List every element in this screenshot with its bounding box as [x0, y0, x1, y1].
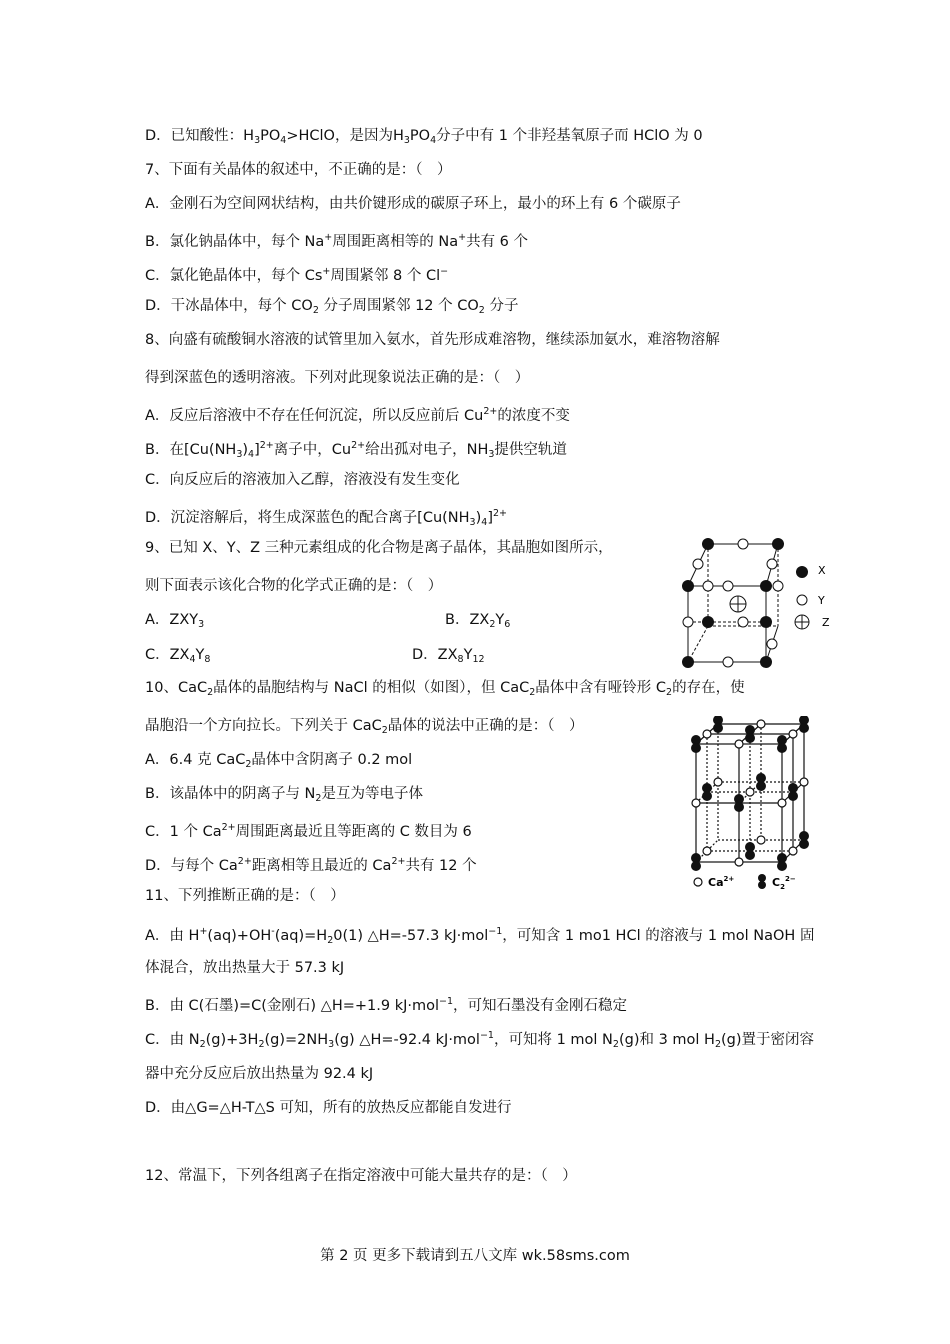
legend-y: Y [818, 594, 825, 607]
question-9: 9、已知 X、Y、Z 三种元素组成的化合物是离子晶体，其晶胞如图所示， [145, 540, 613, 556]
page-footer: 第 2 页 更多下载请到五八文库 wk.58sms.com [320, 1248, 630, 1264]
option-7d: D．干冰晶体中，每个 $CO_2$ 分子周围紧邻 12 个 $CO_2$ 分子 [145, 298, 519, 316]
option-11d: D．由△G=△H-T△S 可知，所有的放热反应都能自发进行 [145, 1100, 512, 1116]
legend-x: X [818, 564, 826, 577]
legend-c2: C [772, 876, 781, 889]
question-10-cont: 晶胞沿一个方向拉长。下列关于 CaC$_2$晶体的说法中正确的是：（ ） [145, 718, 584, 736]
option-7c: C．氯化铯晶体中，每个 Cs+周围紧邻 8 个 Cl− [145, 266, 449, 284]
option-8d: D．沉淀溶解后，将生成深蓝色的配合离子$[Cu(NH_3)_4]^{2+}$ [145, 508, 507, 528]
option-8c: C．向反应后的溶液加入乙醇，溶液没有发生变化 [145, 472, 460, 488]
crystal-cell-figure-9 [678, 534, 838, 670]
question-8-cont: 得到深蓝色的透明溶液。下列对此现象说法正确的是：（ ） [145, 370, 530, 386]
option-9b: B．$ZX_2Y_6$ [445, 612, 511, 630]
option-9a: A．$ZXY_3$ [145, 612, 205, 630]
option-10d: D．与每个 $Ca^{2+}$距离相等且最近的 $Ca^{2+}$共有 12 个 [145, 856, 477, 874]
option-9d: D．$ZX_8Y_{12}$ [412, 647, 485, 665]
option-11a: A．由 $H^+(aq)+OH^-(aq)=H_20(1)$ △H=-57.3 kJ·mol$^{-1}$，可知含 1 mo1 HCl 的溶液与 1 mol NaOH 固 [145, 926, 815, 946]
option-8b: B．在$[Cu(NH_3)_4]^{2+}$离子中，$Cu^{2+}$给出孤对电子，$NH_3$提供空轨道 [145, 440, 567, 460]
option-11b: B．由 C(石墨)=C(金刚石) △H=+1.9 kJ·mol$^{-1}$，可知石墨没有金刚石稳定 [145, 996, 628, 1014]
question-7: 7、下面有关晶体的叙述中，不正确的是：（ ） [145, 162, 452, 178]
question-9-cont: 则下面表示该化合物的化学式正确的是：（ ） [145, 578, 443, 594]
option-10a: A．6.4 克 CaC$_2$晶体中含阴离子 0.2 mol [145, 752, 413, 770]
option-10c: C．1 个 $Ca^{2+}$周围距离最近且等距离的 C 数目为 6 [145, 822, 472, 840]
option-9c: C．$ZX_4Y_8$ [145, 647, 211, 665]
crystal-cell-figure-10 [686, 716, 816, 892]
question-8: 8、向盛有硫酸铜水溶液的试管里加入氨水，首先形成难溶物，继续添加氨水，难溶物溶解 [145, 332, 720, 348]
question-10: 10、CaC$_2$晶体的晶胞结构与 NaCl 的相似（如图），但 CaC$_2$晶体中含有哑铃形 $C_2$的存在，使 [145, 680, 745, 698]
option-10b: B．该晶体中的阴离子与 $N_2$是互为等电子体 [145, 786, 423, 804]
option-11a-cont: 体混合，放出热量大于 57.3 kJ [145, 960, 345, 976]
option-7b: B．氯化钠晶体中，每个 Na+周围距离相等的 Na+共有 6 个 [145, 232, 529, 250]
option-8a: A．反应后溶液中不存在任何沉淀，所以反应前后 $Cu^{2+}$的浓度不变 [145, 406, 570, 424]
svg-text:C22−: $C_2^{2-}$ [772, 875, 796, 891]
option-7a: A．金刚石为空间网状结构，由共价键形成的碳原子环上，最小的环上有 6 个碳原子 [145, 196, 681, 212]
question-11: 11、下列推断正确的是：（ ） [145, 888, 345, 904]
option-11c-cont: 器中充分反应后放出热量为 92.4 kJ [145, 1066, 374, 1082]
legend-ca: Ca [708, 876, 724, 889]
svg-text:Ca2+: $Ca^{2+}$ [708, 875, 735, 889]
legend-z: Z [822, 616, 830, 629]
question-12: 12、常温下，下列各组离子在指定溶液中可能大量共存的是：（ ） [145, 1168, 577, 1184]
option-6d: D．已知酸性：$H_3PO_4>HClO$，是因为$H_3PO_4$分子中有 1 个非羟基氧原子而 HClO 为 0 [145, 128, 703, 146]
option-11c: C．由 $N_2(g)+3H_2(g)=2NH_3(g)$ △H=-92.4 kJ·mol$^{-1}$，可知将 1 mol $N_2(g)$和 3 mol $H_2(g)$置于密闭容 [145, 1030, 815, 1050]
